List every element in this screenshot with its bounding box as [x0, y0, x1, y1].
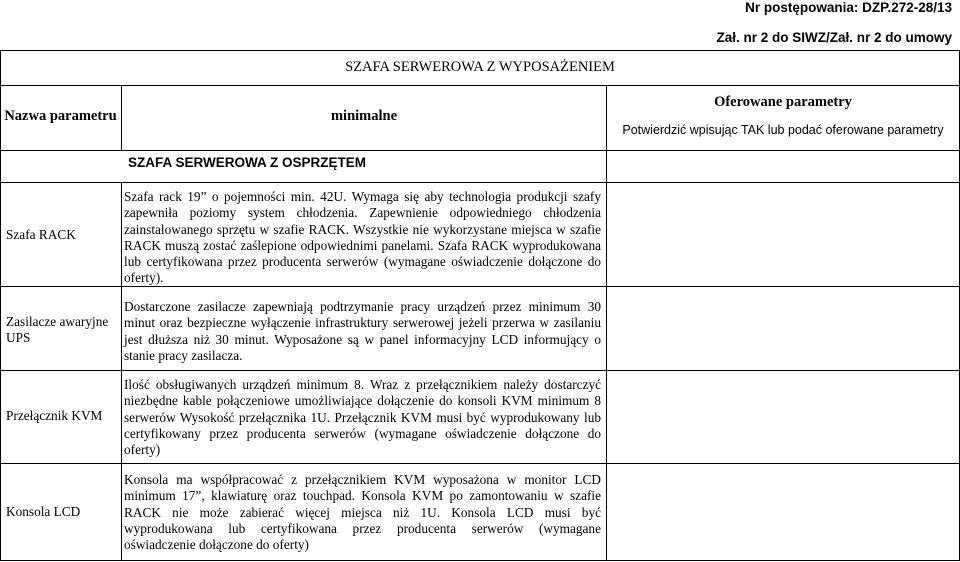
row-description: Szafa rack 19” o pojemności min. 42U. Wymaga się aby technologia produkcji szafy zapewniła poziomy system chłodzenia. Zapewnienie odpowiedniego chłodzenia zainstalowanego sprzętu w szafie RACK. Wszystkie nie wykorzystane miejsca w szafie RACK muszą zostać zaślepione odpowiednimi panelami. Szafa RACK wyprodukowana lub certyfikowana przez producenta serwerów (wymagane oświadczenie dołączone do oferty). — [124, 189, 601, 286]
column-header-minimum: minimalne — [330, 108, 398, 124]
section-heading: SZAFA SERWEROWA Z OSPRZĘTEM — [128, 155, 367, 170]
header-attachment: Zał. nr 2 do SIWZ/Zał. nr 2 do umowy — [716, 30, 952, 45]
header-case-number: Nr postępowania: DZP.272-28/13 — [745, 0, 952, 15]
row-description: Ilość obsługiwanych urządzeń minimum 8. Wraz z przełącznikiem należy dostarczyć niezbędne kable połączeniowe umożliwiające dołączenie do konsoli KVM minimum 8 serwerów Wysokość przełącznika 1U. Przełącznik KVM musi być wyprodukowany lub certyfikowany przez producenta serwerów (wymagane oświadczenie dołączone do oferty) — [124, 377, 601, 458]
column-header-parameter-name: Nazwa parametru — [4, 108, 117, 124]
column-header-offered: Oferowane parametry — [714, 94, 852, 110]
row-name: Zasilacze awaryjne UPS — [6, 314, 109, 345]
row-name: Szafa RACK — [6, 227, 76, 242]
row-description: Dostarczone zasilacze zapewniają podtrzymanie pracy urządzeń przez minimum 30 minut oraz bezpieczne wyłączenie infrastruktury serwerowej jeżeli przerwa w zasilaniu jest dłuższa niż 30 minut. Wyposażone są w panel informacyjny LCD informujący o stanie pracy zasilacza. — [124, 299, 601, 363]
column-header-offered-subtitle: Potwierdzić wpisując TAK lub podać oferowane parametry — [622, 123, 944, 137]
row-description: Konsola ma współpracować z przełącznikiem KVM wyposażona w monitor LCD minimum 17”, klawiaturę oraz touchpad. Konsola KVM po zamontowaniu w szafie RACK nie może zabierać więcej miejsca niż 1U. Konsola LCD musi być wyprodukowana lub certyfikowana przez producenta serwerów (wymagane oświadczenie dołączone do oferty) — [124, 472, 601, 553]
row-name: Konsola LCD — [6, 504, 81, 519]
row-name: Przełącznik KVM — [6, 408, 103, 423]
table-title: SZAFA SERWEROWA Z WYPOSAŻENIEM — [345, 59, 615, 75]
